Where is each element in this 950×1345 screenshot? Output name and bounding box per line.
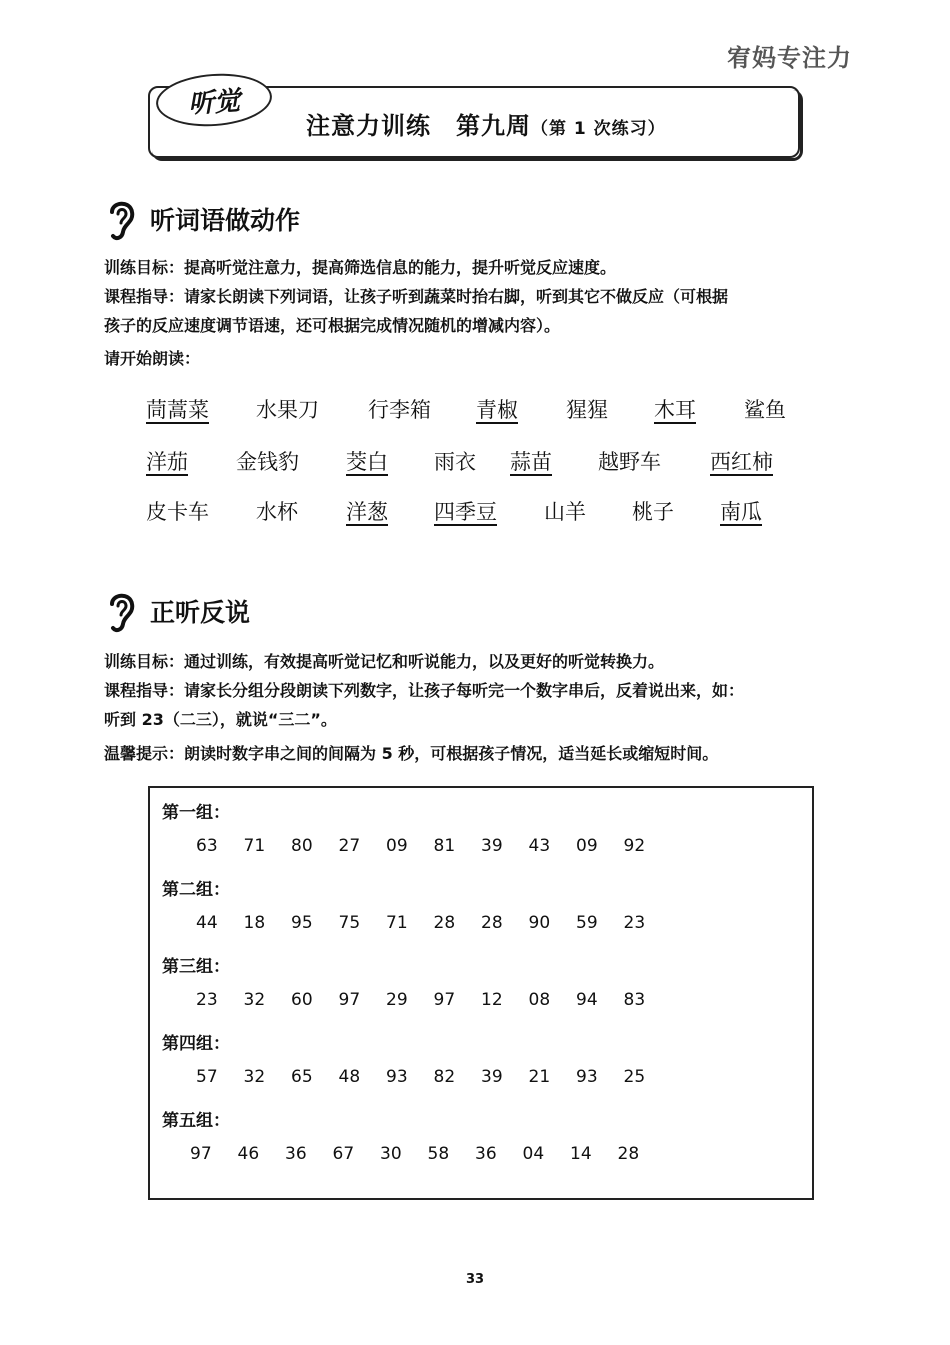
group-number: 93 bbox=[576, 1067, 598, 1087]
group-number: 80 bbox=[291, 836, 313, 856]
group-number: 81 bbox=[433, 836, 456, 856]
banner-title bbox=[306, 106, 666, 141]
banner-title-text: 注意力训练 第九周 bbox=[306, 112, 531, 140]
word-item: 茼蒿菜 bbox=[146, 398, 209, 422]
section1-prompt: 请开始朗读： bbox=[104, 349, 201, 368]
group-number: 27 bbox=[338, 836, 361, 856]
group-number: 08 bbox=[528, 990, 551, 1010]
section1-goal: 训练目标：提高听觉注意力，提高筛选信息的能力，提升听觉反应速度。 bbox=[104, 258, 617, 277]
section2-tip: 温馨提示：朗读时数字串之间的间隔为 5 秒，可根据孩子情况，适当延长或缩短时间。 bbox=[104, 744, 719, 763]
group-number: 95 bbox=[291, 913, 313, 933]
banner-subtitle: （第 1 次练习） bbox=[531, 119, 666, 139]
banner-tag: 听觉 bbox=[154, 70, 273, 130]
word-item: 桃子 bbox=[632, 500, 674, 524]
section2-guide-line2: 听到 23（二三），就说“三二”。 bbox=[104, 710, 337, 729]
word-item: 水果刀 bbox=[256, 398, 319, 422]
section1-heading bbox=[104, 196, 300, 242]
group-number: 59 bbox=[576, 913, 598, 933]
group-number: 43 bbox=[528, 836, 551, 856]
ear-icon bbox=[104, 196, 138, 242]
group-label: 第四组： bbox=[162, 1034, 230, 1054]
word-item: 鲨鱼 bbox=[744, 398, 786, 422]
word-item: 青椒 bbox=[476, 398, 518, 422]
group-number: 09 bbox=[386, 836, 408, 856]
group-number: 97 bbox=[338, 990, 361, 1010]
group-number: 18 bbox=[243, 913, 266, 933]
group-number: 82 bbox=[433, 1067, 456, 1087]
group-number: 48 bbox=[338, 1067, 361, 1087]
group-number: 28 bbox=[617, 1144, 640, 1164]
group-number: 32 bbox=[243, 1067, 266, 1087]
word-item: 茭白 bbox=[346, 450, 388, 474]
section2-guide-line1: 课程指导：请家长分组分段朗读下列数字，让孩子每听完一个数字串后，反着说出来，如： bbox=[104, 681, 745, 700]
group-number: 71 bbox=[243, 836, 266, 856]
word-item: 金钱豹 bbox=[236, 450, 299, 474]
group-number: 63 bbox=[196, 836, 218, 856]
group-number: 32 bbox=[243, 990, 266, 1010]
word-item: 山羊 bbox=[544, 500, 586, 524]
group-number: 28 bbox=[433, 913, 456, 933]
word-item: 猩猩 bbox=[566, 398, 608, 422]
word-item: 西红柿 bbox=[710, 450, 773, 474]
word-item: 水杯 bbox=[256, 500, 298, 524]
brand-label: 宥妈专注力 bbox=[727, 44, 852, 72]
group-number: 39 bbox=[481, 1067, 503, 1087]
group-number: 25 bbox=[623, 1067, 646, 1087]
group-number: 12 bbox=[481, 990, 503, 1010]
word-item: 蒜苗 bbox=[510, 450, 552, 474]
section1-guide-line1: 课程指导：请家长朗读下列词语，让孩子听到蔬菜时抬右脚，听到其它不做反应（可根据 bbox=[104, 287, 729, 306]
group-number: 36 bbox=[285, 1144, 307, 1164]
group-number: 92 bbox=[623, 836, 646, 856]
group-label: 第一组： bbox=[162, 803, 230, 823]
group-number: 60 bbox=[291, 990, 313, 1010]
group-number: 04 bbox=[522, 1144, 545, 1164]
group-number: 75 bbox=[338, 913, 361, 933]
group-number: 83 bbox=[623, 990, 646, 1010]
group-number: 23 bbox=[196, 990, 218, 1010]
group-number: 97 bbox=[433, 990, 456, 1010]
ear-icon bbox=[104, 588, 138, 634]
word-item: 四季豆 bbox=[434, 500, 497, 524]
group-number: 28 bbox=[481, 913, 503, 933]
group-number: 71 bbox=[386, 913, 408, 933]
section1-guide-line2: 孩子的反应速度调节语速，还可根据完成情况随机的增减内容）。 bbox=[104, 316, 561, 335]
section2-goal: 训练目标：通过训练，有效提高听觉记忆和听说能力，以及更好的听觉转换力。 bbox=[104, 652, 665, 671]
group-number: 94 bbox=[576, 990, 598, 1010]
group-number: 39 bbox=[481, 836, 503, 856]
number-groups-table bbox=[148, 786, 814, 1200]
group-number: 90 bbox=[528, 913, 551, 933]
group-number: 21 bbox=[528, 1067, 551, 1087]
word-item: 洋茄 bbox=[146, 450, 188, 474]
group-number: 30 bbox=[380, 1144, 402, 1164]
group-number: 29 bbox=[386, 990, 408, 1010]
group-number: 44 bbox=[196, 913, 218, 933]
group-number: 93 bbox=[386, 1067, 408, 1087]
group-label: 第五组： bbox=[162, 1111, 230, 1131]
word-item: 洋葱 bbox=[346, 500, 388, 524]
group-label: 第三组： bbox=[162, 957, 230, 977]
group-number: 57 bbox=[196, 1067, 218, 1087]
word-item: 南瓜 bbox=[720, 500, 762, 524]
page-number: 33 bbox=[465, 1272, 485, 1287]
word-item: 行李箱 bbox=[368, 398, 431, 422]
group-number: 09 bbox=[576, 836, 598, 856]
group-number: 58 bbox=[427, 1144, 450, 1164]
group-number: 67 bbox=[332, 1144, 355, 1164]
word-item: 木耳 bbox=[654, 398, 696, 422]
group-number: 65 bbox=[291, 1067, 313, 1087]
word-item: 皮卡车 bbox=[146, 500, 209, 524]
section2-title: 正听反说 bbox=[150, 598, 251, 627]
group-number: 36 bbox=[475, 1144, 497, 1164]
section2-heading bbox=[104, 588, 250, 634]
group-number: 23 bbox=[623, 913, 646, 933]
section1-title: 听词语做动作 bbox=[150, 206, 301, 235]
word-item: 越野车 bbox=[598, 450, 661, 474]
group-number: 14 bbox=[570, 1144, 592, 1164]
word-item: 雨衣 bbox=[434, 450, 476, 474]
group-number: 97 bbox=[190, 1144, 212, 1164]
group-label: 第二组： bbox=[162, 880, 230, 900]
group-number: 46 bbox=[237, 1144, 260, 1164]
